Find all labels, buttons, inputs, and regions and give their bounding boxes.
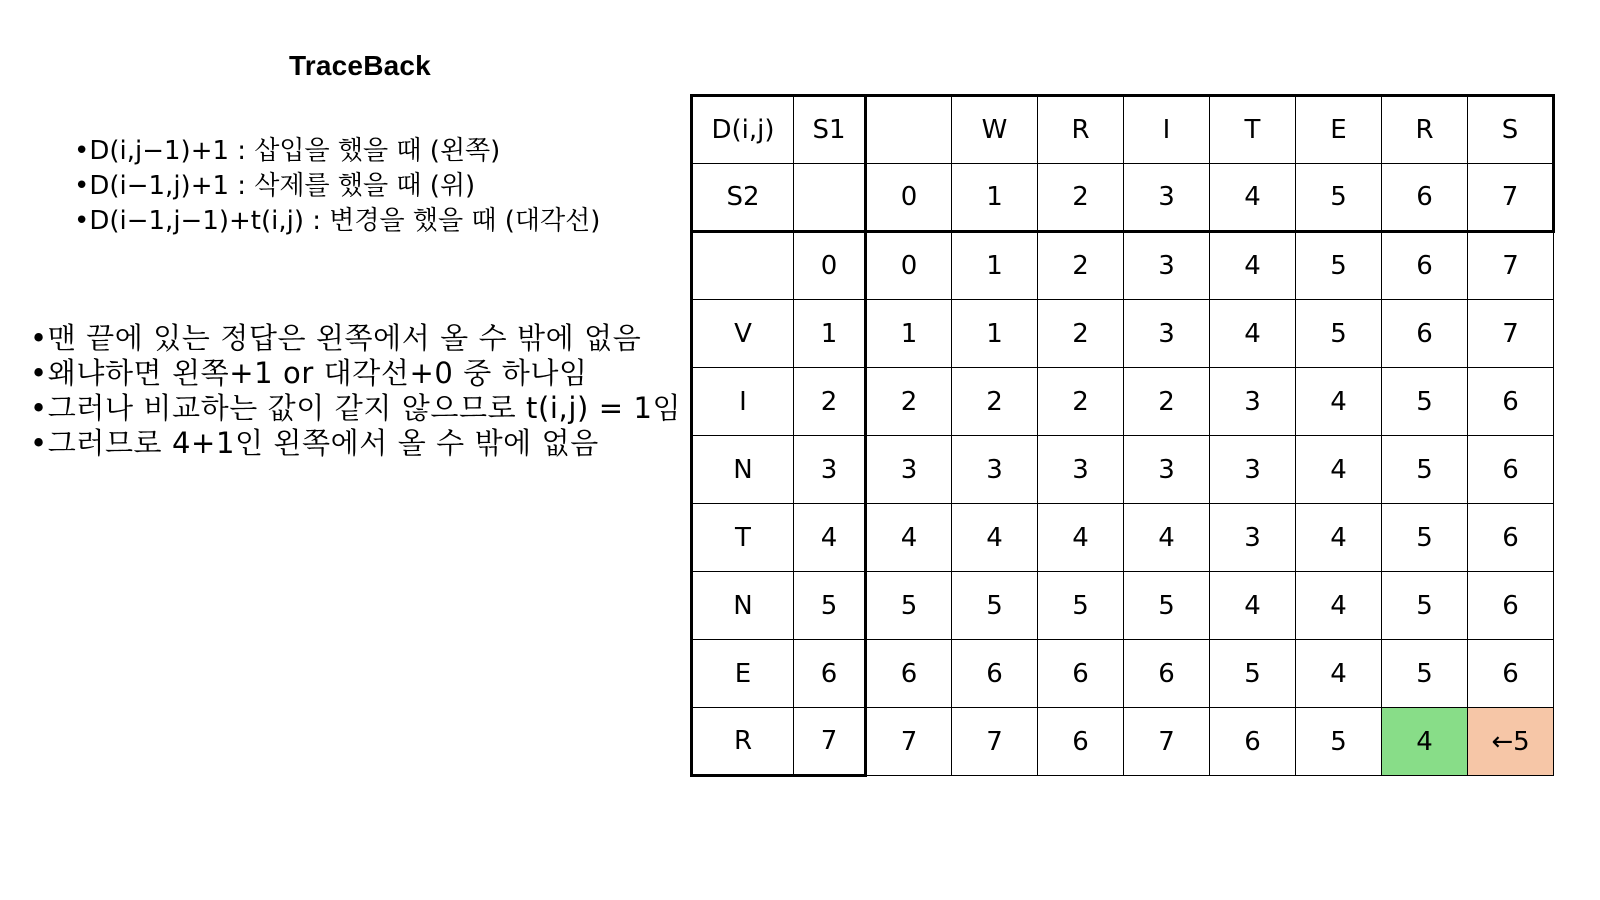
dp-value-cell: 7 — [1124, 708, 1210, 776]
dp-value-cell: 6 — [1468, 640, 1554, 708]
dp-value-cell: 5 — [1296, 708, 1382, 776]
dp-value-cell: 7 — [1468, 232, 1554, 300]
dp-value-cell: 2 — [1038, 300, 1124, 368]
dp-value-cell: 2 — [1038, 368, 1124, 436]
formula-list — [74, 134, 600, 239]
dp-value-cell: 5 — [1124, 572, 1210, 640]
dp-value-cell-answer: ←5 — [1468, 708, 1554, 776]
table-row — [692, 300, 1554, 368]
dp-value-cell: 6 — [1382, 300, 1468, 368]
s1-index-cell: 7 — [1468, 164, 1554, 232]
dp-value-cell: 4 — [952, 504, 1038, 572]
s1-char-cell: W — [952, 96, 1038, 164]
page-title: TraceBack — [289, 50, 431, 81]
dp-value-cell: 6 — [1210, 708, 1296, 776]
dp-value-cell: 6 — [1124, 640, 1210, 708]
dp-value-cell: 4 — [866, 504, 952, 572]
dp-value-cell: 2 — [866, 368, 952, 436]
dp-value-cell: 6 — [1468, 436, 1554, 504]
s1-index-cell: 5 — [1296, 164, 1382, 232]
dp-value-cell: 3 — [1038, 436, 1124, 504]
table-row — [692, 708, 1554, 776]
dp-value-cell: 4 — [1296, 436, 1382, 504]
s2-char-cell: N — [692, 436, 794, 504]
dp-value-cell: 2 — [1124, 368, 1210, 436]
s1-char-cell: E — [1296, 96, 1382, 164]
dp-value-cell: 5 — [866, 572, 952, 640]
dp-value-cell: 2 — [952, 368, 1038, 436]
dp-value-cell: 5 — [1296, 232, 1382, 300]
dp-value-cell: 5 — [952, 572, 1038, 640]
s2-index-cell: 2 — [794, 368, 866, 436]
s1-index-cell: 3 — [1124, 164, 1210, 232]
dp-value-cell: 1 — [952, 232, 1038, 300]
dp-value-cell: 4 — [1210, 572, 1296, 640]
dp-value-cell: 5 — [1210, 640, 1296, 708]
dp-value-cell: 3 — [1210, 504, 1296, 572]
dp-value-cell: 4 — [1038, 504, 1124, 572]
s1-index-cell: 4 — [1210, 164, 1296, 232]
dp-value-cell: 4 — [1296, 368, 1382, 436]
s1-char-cell: S — [1468, 96, 1554, 164]
s1-index-cell: 1 — [952, 164, 1038, 232]
dp-value-cell: 6 — [1468, 368, 1554, 436]
table-row — [692, 436, 1554, 504]
s2-char-cell: I — [692, 368, 794, 436]
dp-value-cell: 5 — [1382, 572, 1468, 640]
dp-value-cell: 3 — [1124, 232, 1210, 300]
dp-value-cell: 7 — [866, 708, 952, 776]
corner-label-cell: D(i,j) — [692, 96, 794, 164]
dp-value-cell: 4 — [1210, 300, 1296, 368]
table-row — [692, 504, 1554, 572]
s1-char-cell: R — [1382, 96, 1468, 164]
s1-index-cell: 0 — [866, 164, 952, 232]
formula-insert: • D(i,j−1)+1 : 삽입을 했을 때 (왼쪽) — [74, 134, 600, 169]
table-row — [692, 232, 1554, 300]
note-item: • 왜냐하면 왼쪽+1 or 대각선+0 중 하나임 — [30, 356, 681, 391]
dp-value-cell: 3 — [1210, 368, 1296, 436]
dp-value-cell: 3 — [1124, 436, 1210, 504]
dp-value-cell: 4 — [1296, 640, 1382, 708]
note-item: • 맨 끝에 있는 정답은 왼쪽에서 올 수 밖에 없음 — [30, 321, 681, 356]
s2-index-cell: 5 — [794, 572, 866, 640]
table-header-row-s1 — [692, 96, 1554, 164]
s2-label-cell: S2 — [692, 164, 794, 232]
s2-index-cell: 6 — [794, 640, 866, 708]
s2-index-cell: 1 — [794, 300, 866, 368]
dp-value-cell: 4 — [1296, 504, 1382, 572]
dp-value-cell: 6 — [952, 640, 1038, 708]
edit-distance-table — [690, 94, 1555, 777]
s2-index-cell: 0 — [794, 232, 866, 300]
dp-value-cell: 1 — [952, 300, 1038, 368]
dp-value-cell: 4 — [1296, 572, 1382, 640]
edit-distance-table-container — [690, 94, 1555, 777]
s1-char-cell: I — [1124, 96, 1210, 164]
s2-char-cell: E — [692, 640, 794, 708]
note-item: • 그러나 비교하는 값이 같지 않으므로 t(i,j) = 1임 — [30, 391, 681, 426]
dp-value-cell: 2 — [1038, 232, 1124, 300]
dp-value-cell: 6 — [1038, 708, 1124, 776]
s2-char-cell: V — [692, 300, 794, 368]
s2-char-cell: R — [692, 708, 794, 776]
s1-label-cell: S1 — [794, 96, 866, 164]
table-header-row-index — [692, 164, 1554, 232]
dp-value-cell: 3 — [1124, 300, 1210, 368]
s2-index-cell: 4 — [794, 504, 866, 572]
table-row — [692, 640, 1554, 708]
dp-value-cell: 5 — [1296, 300, 1382, 368]
dp-value-cell: 5 — [1382, 640, 1468, 708]
dp-value-cell: 3 — [1210, 436, 1296, 504]
dp-value-cell: 4 — [1124, 504, 1210, 572]
dp-value-cell: 5 — [1382, 504, 1468, 572]
s1-index-cell: 2 — [1038, 164, 1124, 232]
dp-value-cell: 3 — [866, 436, 952, 504]
s1-index-cell: 6 — [1382, 164, 1468, 232]
dp-value-cell: 6 — [1382, 232, 1468, 300]
s2-index-cell: 3 — [794, 436, 866, 504]
s2-char-cell: N — [692, 572, 794, 640]
dp-value-cell: 1 — [866, 300, 952, 368]
dp-value-cell-source: 4 — [1382, 708, 1468, 776]
dp-value-cell: 5 — [1038, 572, 1124, 640]
dp-value-cell: 3 — [952, 436, 1038, 504]
dp-value-cell: 4 — [1210, 232, 1296, 300]
dp-value-cell: 5 — [1382, 368, 1468, 436]
table-row — [692, 368, 1554, 436]
explanation-list — [30, 321, 681, 461]
dp-value-cell: 0 — [866, 232, 952, 300]
dp-value-cell: 7 — [1468, 300, 1554, 368]
s2-index-cell: 7 — [794, 708, 866, 776]
dp-value-cell: 6 — [1038, 640, 1124, 708]
s2-char-cell — [692, 232, 794, 300]
s1-char-cell: T — [1210, 96, 1296, 164]
note-item: • 그러므로 4+1인 왼쪽에서 올 수 밖에 없음 — [30, 426, 681, 461]
formula-substitute: • D(i−1,j−1)+t(i,j) : 변경을 했을 때 (대각선) — [74, 204, 600, 239]
blank-header-cell — [794, 164, 866, 232]
dp-value-cell: 6 — [866, 640, 952, 708]
dp-value-cell: 6 — [1468, 572, 1554, 640]
s1-char-cell — [866, 96, 952, 164]
dp-value-cell: 6 — [1468, 504, 1554, 572]
s2-char-cell: T — [692, 504, 794, 572]
dp-value-cell: 5 — [1382, 436, 1468, 504]
dp-value-cell: 7 — [952, 708, 1038, 776]
formula-delete: • D(i−1,j)+1 : 삭제를 했을 때 (위) — [74, 169, 600, 204]
s1-char-cell: R — [1038, 96, 1124, 164]
table-row — [692, 572, 1554, 640]
